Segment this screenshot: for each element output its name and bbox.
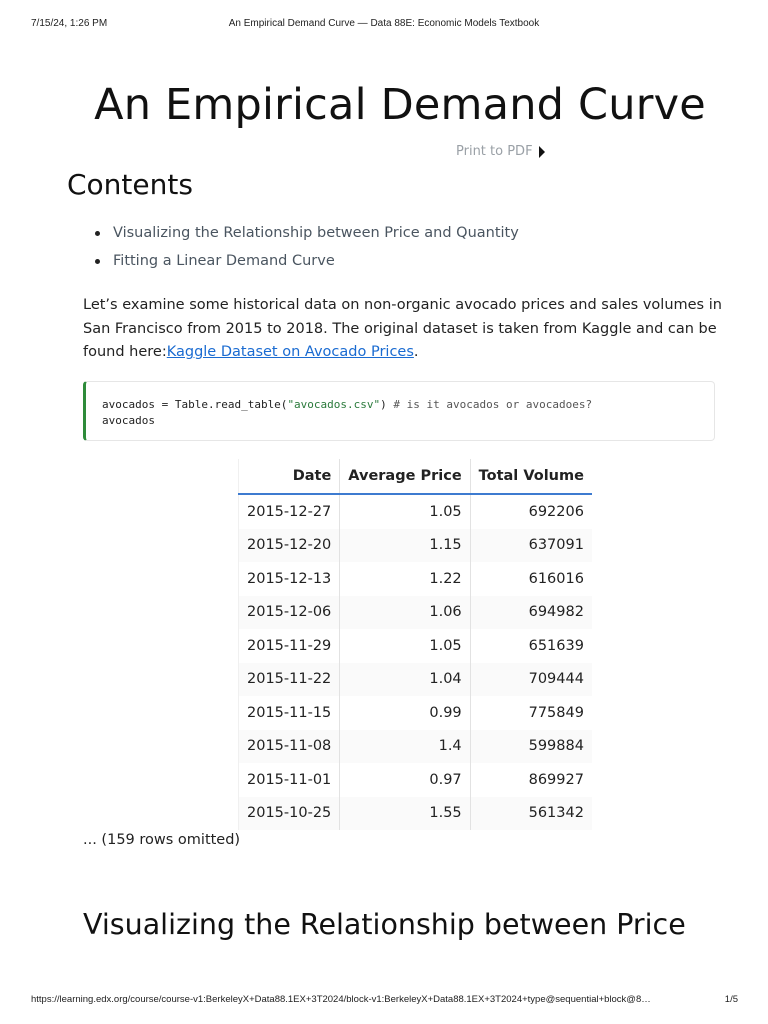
- cell-total-volume: 651639: [470, 629, 592, 663]
- bullet-icon: [95, 259, 100, 264]
- code-line1-pre: avocados = Table.read_table(: [102, 398, 288, 411]
- cell-average-price: 0.97: [340, 763, 470, 797]
- cell-average-price: 1.06: [340, 596, 470, 630]
- cell-total-volume: 692206: [470, 494, 592, 529]
- print-footer: [0, 994, 768, 1008]
- table-row: [239, 730, 592, 764]
- cell-date: 2015-11-22: [239, 663, 340, 697]
- toc-item-label: Fitting a Linear Demand Curve: [113, 253, 335, 269]
- cell-date: 2015-10-25: [239, 797, 340, 831]
- table-of-contents: [95, 219, 519, 275]
- print-to-pdf-button[interactable]: [456, 144, 545, 159]
- contents-heading: Contents: [67, 168, 193, 201]
- column-header-average-price: Average Price: [340, 459, 470, 494]
- cell-total-volume: 561342: [470, 797, 592, 831]
- cell-average-price: 1.55: [340, 797, 470, 831]
- toc-item-visualizing[interactable]: [95, 219, 519, 247]
- cell-total-volume: 775849: [470, 696, 592, 730]
- cell-date: 2015-11-08: [239, 730, 340, 764]
- table-row: [239, 696, 592, 730]
- cell-date: 2015-12-27: [239, 494, 340, 529]
- cell-date: 2015-11-01: [239, 763, 340, 797]
- code-line1-post: ): [380, 398, 394, 411]
- cell-date: 2015-11-29: [239, 629, 340, 663]
- cell-average-price: 1.4: [340, 730, 470, 764]
- cell-total-volume: 616016: [470, 562, 592, 596]
- code-cell[interactable]: [83, 381, 715, 441]
- cell-total-volume: 694982: [470, 596, 592, 630]
- print-datetime: 7/15/24, 1:26 PM: [31, 18, 108, 29]
- intro-trailing: .: [413, 344, 419, 360]
- play-arrow-icon: [539, 146, 545, 158]
- table-row: [239, 494, 592, 529]
- cell-average-price: 1.05: [340, 629, 470, 663]
- section-heading-visualizing: Visualizing the Relationship between Price: [83, 908, 686, 941]
- table-row: [239, 663, 592, 697]
- table-header-row: [239, 459, 592, 494]
- cell-average-price: 1.04: [340, 663, 470, 697]
- cell-total-volume: 869927: [470, 763, 592, 797]
- toc-item-fitting[interactable]: [95, 247, 519, 275]
- table-row: [239, 629, 592, 663]
- cell-average-price: 1.15: [340, 529, 470, 563]
- print-header: [0, 14, 768, 34]
- cell-average-price: 1.05: [340, 494, 470, 529]
- table-row: [239, 596, 592, 630]
- print-page-title: An Empirical Demand Curve — Data 88E: Economic Models Textbook: [228, 18, 540, 29]
- intro-paragraph: [83, 294, 723, 365]
- print-to-pdf-label: Print to PDF: [456, 144, 533, 159]
- print-page-number: 1/5: [724, 994, 738, 1005]
- cell-date: 2015-12-20: [239, 529, 340, 563]
- cell-date: 2015-12-13: [239, 562, 340, 596]
- code-line1-string: "avocados.csv": [287, 398, 381, 411]
- table-row: [239, 797, 592, 831]
- cell-average-price: 0.99: [340, 696, 470, 730]
- rows-omitted-note: ... (159 rows omitted): [83, 832, 241, 848]
- cell-average-price: 1.22: [340, 562, 470, 596]
- table-row: [239, 562, 592, 596]
- avocado-table: [238, 459, 592, 830]
- table-row: [239, 529, 592, 563]
- code-block: [86, 382, 714, 429]
- cell-total-volume: 637091: [470, 529, 592, 563]
- kaggle-dataset-link[interactable]: Kaggle Dataset on Avocado Prices: [166, 344, 414, 360]
- code-line1-comment: # is it avocados or avocadoes?: [393, 398, 593, 411]
- print-url: https://learning.edx.org/course/course-v1:BerkeleyX+Data88.1EX+3T2024/block-v1:BerkeleyX+Data88.1EX+3T2024+type@sequential+block@8…: [31, 994, 651, 1005]
- cell-date: 2015-12-06: [239, 596, 340, 630]
- bullet-icon: [95, 231, 100, 236]
- toc-item-label: Visualizing the Relationship between Price and Quantity: [113, 225, 519, 241]
- page-title: An Empirical Demand Curve: [94, 80, 706, 130]
- column-header-date: Date: [239, 459, 340, 494]
- cell-total-volume: 599884: [470, 730, 592, 764]
- table-row: [239, 763, 592, 797]
- intro-text: Let’s examine some historical data on non-organic avocado prices and sales volumes in San Francisco from 2015 to 2018. The original dataset is taken from Kaggle and can be found here:: [83, 297, 722, 360]
- code-line2: avocados: [102, 414, 155, 427]
- cell-total-volume: 709444: [470, 663, 592, 697]
- column-header-total-volume: Total Volume: [470, 459, 592, 494]
- cell-date: 2015-11-15: [239, 696, 340, 730]
